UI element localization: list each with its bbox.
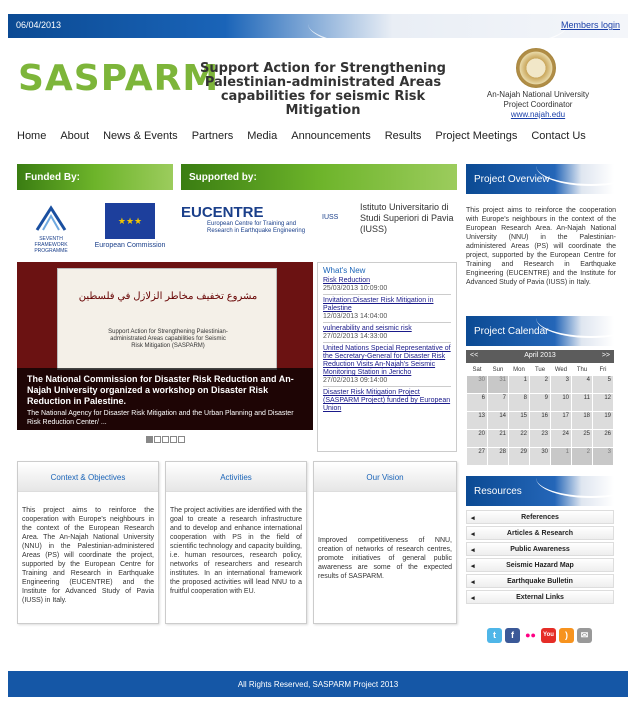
resource-earthquake-bulletin[interactable]: ◂ Earthquake Bulletin <box>466 574 614 588</box>
calendar-widget <box>466 350 614 466</box>
iuss-label: Istituto Universitario di Studi Superiori di Pavia (IUSS) <box>360 202 454 234</box>
resource-seismic-hazard-map[interactable]: ◂ Seismic Hazard Map <box>466 558 614 572</box>
news-item <box>323 387 451 415</box>
sasparm-logo[interactable]: SASPARM <box>18 58 220 99</box>
calendar-month-bar <box>466 350 614 363</box>
news-item <box>323 275 451 295</box>
iuss-icon: IUSS <box>322 214 339 221</box>
top-bar <box>8 14 628 38</box>
nav-results[interactable]: Results <box>384 130 422 142</box>
slide-image <box>57 268 277 370</box>
news-item <box>323 343 451 387</box>
news-link[interactable]: Invitation:Disaster Risk Mitigation in Palestine <box>323 297 434 312</box>
news-date: 12/03/2013 14:04:00 <box>323 313 388 320</box>
weekday-label: Fri <box>599 366 607 373</box>
resource-public-awareness[interactable]: ◂ Public Awareness <box>466 542 614 556</box>
resource-articles-research[interactable]: ◂ Articles & Research <box>466 526 614 540</box>
weekday-label: Thu <box>576 366 588 373</box>
university-info <box>478 90 598 120</box>
box-title[interactable]: Activities <box>166 462 306 492</box>
nav-home[interactable]: Home <box>17 130 47 142</box>
activities-box <box>165 461 307 624</box>
funded-by-header: Funded By: <box>17 164 173 190</box>
box-text: This project aims to reinforce the cooperation with Europe's neighbours in the context of the European Research Area. The An-Najah National University (NNU) in the Palestinian-administered Areas (PS) will coordinate the project, supported by the European Centre for Training and Research in Earthquake Engineering (EUCENTRE) and the Institute for Advanced Study of Pavia (IUSS) in Italy. <box>22 507 154 604</box>
fp7-label: SEVENTH FRAMEWORK PROGRAMME <box>34 236 68 254</box>
calendar-day[interactable]: 31 <box>488 376 508 393</box>
calendar-day[interactable]: 4 <box>572 376 592 393</box>
fp7-icon <box>31 204 71 234</box>
swoosh-decoration <box>536 476 614 498</box>
box-text: Improved competitiveness of NNU, creation of networks of research centres, promote initiatives of general public awareness are some of the expected results of SASPARM. <box>318 537 452 580</box>
calendar-day[interactable]: 24 <box>551 430 571 447</box>
calendar-day[interactable]: 27 <box>467 448 487 465</box>
slider-dot[interactable] <box>146 436 153 443</box>
slider-dot[interactable] <box>154 436 161 443</box>
site-footer: All Rights Reserved, SASPARM Project 2013 <box>8 671 628 697</box>
university-seal-icon <box>516 48 556 88</box>
calendar-day[interactable]: 19 <box>593 412 613 429</box>
slider-dot[interactable] <box>162 436 169 443</box>
our-vision-box <box>313 461 457 624</box>
rss-icon[interactable]: ) <box>559 628 574 643</box>
resources-title: Resources <box>474 486 522 497</box>
calendar-day[interactable]: 29 <box>509 448 529 465</box>
news-link[interactable]: Disaster Risk Mitigation Project (SASPARM Project) funded by European Union <box>323 389 451 412</box>
whats-new-heading: What's New <box>323 266 366 275</box>
news-link[interactable]: Risk Reduction <box>323 277 371 284</box>
weekday-label: Sun <box>492 366 504 373</box>
calendar-day[interactable]: 2 <box>530 376 550 393</box>
project-overview-text: This project aims to reinforce the cooperation with Europe's neighbours in the context of the European Research Area. An-Najah National University (NNU) in the Palestinian-administered Areas (PS) will coordinate the project, supported by the European Centre for Training and Research in Earthquake Engineering (EUCENTRE) and the Institute for Advanced Study of Pavia (IUSS) in Italy. <box>466 207 616 286</box>
supported-by-header: Supported by: <box>181 164 457 190</box>
whats-new-panel <box>317 262 457 452</box>
calendar-day[interactable]: 6 <box>467 394 487 411</box>
ec-label: European Commission <box>94 242 166 249</box>
site-header <box>8 44 628 124</box>
nav-project-meetings[interactable]: Project Meetings <box>435 130 518 142</box>
nav-about[interactable]: About <box>60 130 90 142</box>
weekday-label: Tue <box>534 366 546 373</box>
box-title[interactable]: Context & Objectives <box>18 462 158 492</box>
facebook-icon[interactable]: f <box>505 628 520 643</box>
calendar-day[interactable]: 10 <box>551 394 571 411</box>
calendar-day[interactable]: 25 <box>572 430 592 447</box>
twitter-icon[interactable]: t <box>487 628 502 643</box>
calendar-day[interactable]: 12 <box>593 394 613 411</box>
project-overview-header <box>466 164 614 194</box>
news-item <box>323 295 451 323</box>
nav-news-events[interactable]: News & Events <box>103 130 178 142</box>
nav-media[interactable]: Media <box>247 130 278 142</box>
calendar-day[interactable]: 1 <box>509 376 529 393</box>
calendar-day[interactable]: 15 <box>509 412 529 429</box>
calendar-day[interactable]: 26 <box>593 430 613 447</box>
news-date: 27/02/2013 09:14:00 <box>323 377 388 384</box>
slide-caption <box>17 368 313 430</box>
calendar-day[interactable]: 11 <box>572 394 592 411</box>
calendar-day[interactable]: 20 <box>467 430 487 447</box>
calendar-day[interactable]: 7 <box>488 394 508 411</box>
context-objectives-box <box>17 461 159 624</box>
eucentre-sub: European Centre for Training and Research in Earthquake Engineering <box>207 221 306 234</box>
news-link[interactable]: vulnerability and seismic risk <box>323 325 412 332</box>
calendar-prev-button[interactable]: << <box>470 352 479 359</box>
resource-references[interactable]: ◂ References <box>466 510 614 524</box>
calendar-day[interactable]: 23 <box>530 430 550 447</box>
calendar-next-button[interactable]: >> <box>601 352 610 359</box>
fp7-logo[interactable] <box>22 204 80 254</box>
eucentre-logo[interactable] <box>181 204 321 235</box>
social-links <box>487 628 595 643</box>
calendar-grid <box>466 363 614 466</box>
flickr-icon[interactable]: ●● <box>523 628 538 643</box>
calendar-day[interactable]: 3 <box>551 376 571 393</box>
project-overview-title: Project Overview <box>474 174 550 185</box>
calendar-day[interactable]: 1 <box>551 448 571 465</box>
news-slider[interactable] <box>17 262 313 430</box>
box-title[interactable]: Our Vision <box>314 462 456 492</box>
calendar-day[interactable]: 30 <box>467 376 487 393</box>
weekday-label: Sat <box>472 366 482 373</box>
calendar-day[interactable]: 2 <box>572 448 592 465</box>
calendar-day[interactable]: 17 <box>551 412 571 429</box>
university-name: An-Najah National University <box>486 90 590 99</box>
calendar-day[interactable]: 14 <box>488 412 508 429</box>
slide-arabic-title: مشروع تخفيف مخاطر الزلازل في فلسطين <box>78 291 258 302</box>
calendar-day[interactable]: 21 <box>488 430 508 447</box>
nav-announcements[interactable]: Announcements <box>291 130 371 142</box>
calendar-day[interactable]: 9 <box>530 394 550 411</box>
project-calendar-header <box>466 316 614 346</box>
resource-external-links[interactable]: ◂ External Links <box>466 590 614 604</box>
nav-contact-us[interactable]: Contact Us <box>531 130 586 142</box>
site-tagline: Support Action for Strengthening Palestinian-administrated Areas capabilities for seismic Risk Mitigation <box>200 61 446 118</box>
eu-flag-icon: ★★★ <box>105 203 155 239</box>
project-calendar-title: Project Calendar <box>474 326 549 337</box>
university-link[interactable]: www.najah.edu <box>510 110 566 119</box>
weekday-label: Wed <box>554 366 568 373</box>
nav-partners[interactable]: Partners <box>191 130 234 142</box>
calendar-month-label: April 2013 <box>524 352 556 359</box>
news-date: 25/03/2013 10:09:00 <box>323 285 388 292</box>
calendar-day[interactable]: 18 <box>572 412 592 429</box>
slider-pager <box>146 436 186 443</box>
calendar-day[interactable]: 8 <box>509 394 529 411</box>
members-login-link[interactable]: Members login <box>560 20 620 30</box>
youtube-icon[interactable]: You <box>541 628 556 643</box>
calendar-day[interactable]: 28 <box>488 448 508 465</box>
news-date: 27/02/2013 14:33:00 <box>323 333 388 340</box>
resources-header <box>466 476 614 506</box>
eucentre-name: EUCENTRE <box>181 204 264 221</box>
main-nav <box>8 130 628 152</box>
email-icon[interactable]: ✉ <box>577 628 592 643</box>
slide-banner-text: Support Action for Strengthening Palestinian- administrated Areas capabilities for Seismic Risk Mitigation (SASPARM) <box>108 329 228 349</box>
weekday-label: Mon <box>513 366 525 373</box>
calendar-day[interactable]: 22 <box>509 430 529 447</box>
calendar-day[interactable]: 5 <box>593 376 613 393</box>
slide-title[interactable]: The National Commission for Disaster Risk Reduction and An-Najah University organized a workshop on Disaster Risk Reduction in Palestine. <box>27 374 294 406</box>
news-item <box>323 323 451 343</box>
slide-description: The National Agency for Disaster Risk Mitigation and the Urban Planning and Disaster Risk Reduction Center/ ... <box>27 410 294 426</box>
ec-logo[interactable] <box>90 203 170 249</box>
calendar-day[interactable]: 3 <box>593 448 613 465</box>
calendar-day[interactable]: 13 <box>467 412 487 429</box>
news-link[interactable]: United Nations Special Representative of the Secretary-General for Disaster Risk Reduction Visits An-Najah's Seismic Monitoring Station in Jericho <box>323 345 451 376</box>
slider-dot[interactable] <box>170 436 177 443</box>
current-date: 06/04/2013 <box>16 20 62 30</box>
box-text: The project activities are identified with the goal to create a research infrastructure and to develop and enhance international cooperation with PS in the field of scientific technology and capacity building, i.e. human resources, research policy, networks of researchers and research institutes. In an international framework the proposed activities will lead NNU to a fruitful cooperation with EU. <box>170 507 302 595</box>
swoosh-decoration <box>308 14 568 38</box>
university-role: Project Coordinator <box>503 100 573 109</box>
calendar-day[interactable]: 30 <box>530 448 550 465</box>
slider-dot[interactable] <box>178 436 185 443</box>
calendar-day[interactable]: 16 <box>530 412 550 429</box>
